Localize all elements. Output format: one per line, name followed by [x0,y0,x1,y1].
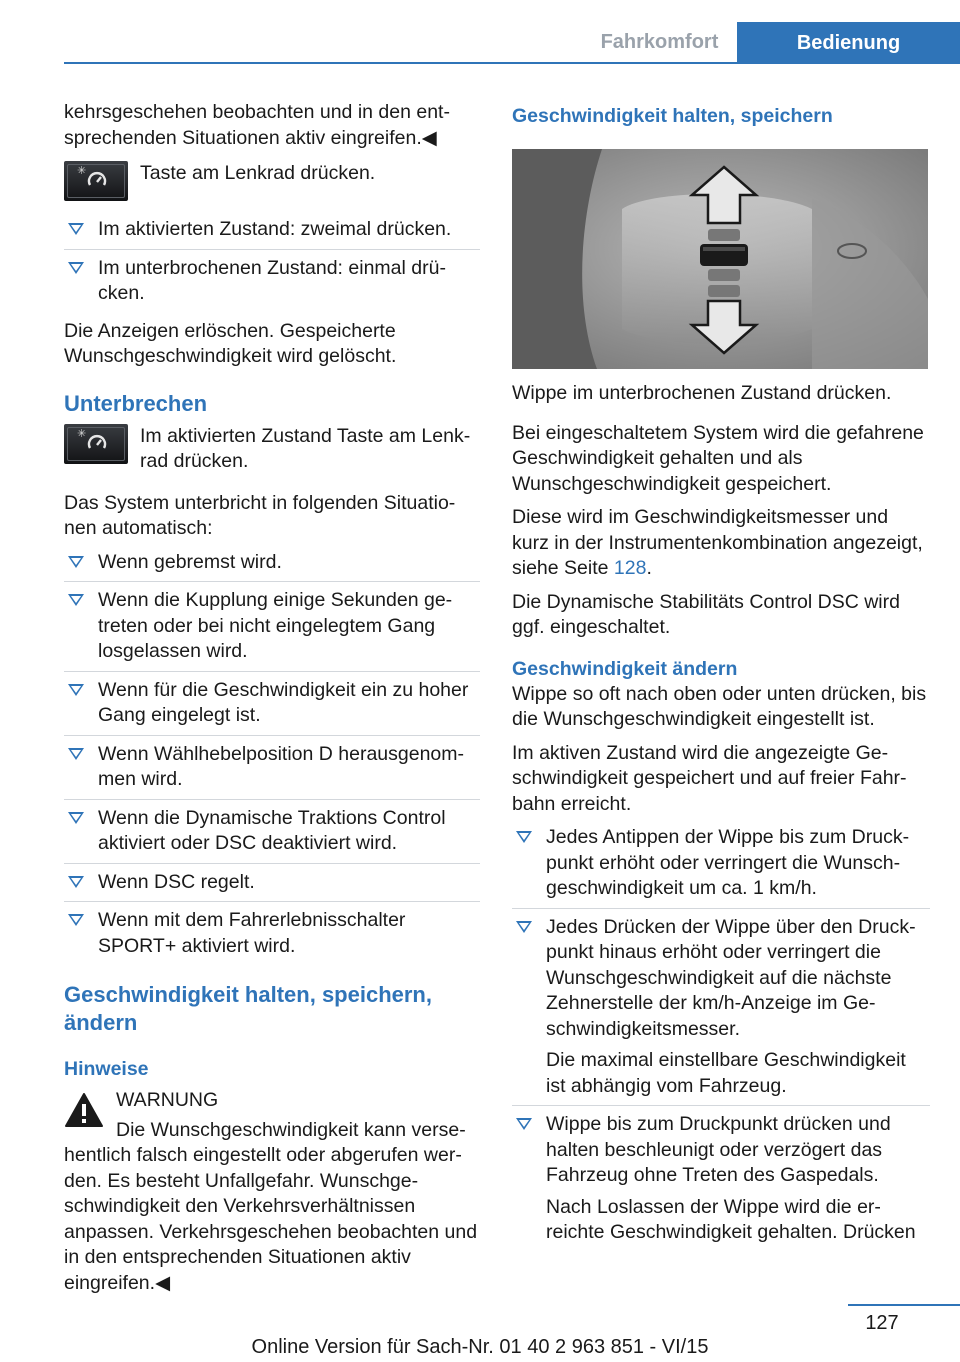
heading-hinweise: Hinweise [64,1058,149,1080]
triangle-bullet-icon [68,812,84,824]
list-item: Wenn die Kupplung einige Sekunden getreten oder bei nicht eingelegtem Gang losgelassen wird. [64,588,480,672]
warning-triangle-icon [64,1092,104,1128]
deactivate-list [64,217,480,313]
paragraph: Bei eingeschaltetem System wird die gefahrene Geschwindigkeit gehalten und als Wunschgeschwindigkeit gespeichert. [512,421,924,495]
header-tab-bedienung[interactable]: Bedienung [737,22,960,64]
interrupt-conditions-list [64,550,480,966]
triangle-bullet-icon [68,262,84,274]
paragraph: Die Dynamische Stabilitäts Control DSC wird ggf. eingeschaltet. [512,590,900,638]
icon-row-button-press [64,161,480,201]
icon-row-text: Im aktivierten Zustand Taste am Lenkrad drücken. [140,424,471,472]
cruise-control-button-icon: ✳ [64,424,128,464]
cruise-control-button-icon: ✳ [64,161,128,201]
list-item: Wenn gebremst wird. [64,550,480,583]
change-speed-list [512,825,930,1252]
right-column [512,100,930,1258]
page-number: 127 [865,1312,899,1334]
triangle-bullet-icon [516,1118,532,1130]
header-tab-fahrkomfort[interactable]: Fahrkomfort [600,30,719,53]
heading-aendern: Geschwindigkeit ändern [512,657,738,680]
triangle-bullet-icon [68,556,84,568]
list-item-note: Die maximal einstellbare Geschwindigkeit ist abhängig vom Fahrzeug. [546,1049,906,1097]
list-item-note: Nach Loslassen der Wippe wird die erreichte Geschwindigkeit gehalten. Drücken [546,1195,916,1243]
image-caption: Wippe im unterbrochenen Zustand drücken. [512,382,892,404]
list-item: Im aktivierten Zustand: zweimal drücken. [64,217,480,250]
triangle-bullet-icon [68,748,84,760]
list-item: Wenn DSC regelt. [64,870,480,903]
list-item: Wenn die Dynamische Traktions Control aktiviert oder DSC deaktiviert wird. [64,806,480,864]
left-column [64,100,480,1296]
header-rule [64,62,960,64]
paragraph: Im aktiven Zustand wird die angezeigte Geschwindigkeit gespeichert und auf freier Fahrbahn erreicht. [512,741,907,815]
triangle-bullet-icon [68,223,84,235]
list-item: Jedes Drücken der Wippe über den Druckpunkt hinaus erhöht oder verringert die Wunschgeschwindigkeit auf die nächste Zehnerstelle der km/h-Anzeige im Geschwindigkeitsmesser. Die maximal einstellbare Geschwindigkeit ist abhängig vom Fahrzeug. [512,915,930,1107]
footer-rule [848,1304,960,1306]
list-item: Wenn für die Geschwindigkeit ein zu hoher Gang eingelegt ist. [64,678,480,736]
paragraph: Wippe so oft nach oben oder unten drücken, bis die Wunschgeschwindigkeit eingestellt ist. [512,682,927,730]
icon-row-interrupt [64,424,480,475]
footer-text: Online Version für Sach-Nr. 01 40 2 963 851 - VI/15 [251,1336,709,1358]
triangle-bullet-icon [516,831,532,843]
triangle-bullet-icon [516,921,532,933]
list-item: Jedes Antippen der Wippe bis zum Druckpunkt erhöht oder verringert die Wunschgeschwindigkeit um ca. 1 km/h. [512,825,930,909]
list-item: Im unterbrochenen Zustand: einmal drücken. [64,256,480,313]
heading-halten-speichern-aendern: Geschwindigkeit halten, speichern, ändern [64,982,432,1035]
paragraph: Die Anzeigen erlöschen. Gespeicherte Wunschgeschwindigkeit wird gelöscht. [64,319,397,367]
triangle-bullet-icon [68,684,84,696]
paragraph: Das System unterbricht in folgenden Situationen automatisch: [64,491,456,539]
warning-text: Die Wunschgeschwindigkeit kann versehentlich falsch eingestellt oder abgerufen werden. Es besteht Unfallgefahr. Wunschgeschwindigkeit den Verkehrsverhältnissen anpassen. Verkehrsgeschehen beobachten und in den entsprechenden Situationen aktiv eingreifen.◀ [64,1118,478,1294]
warning-label: WARNUNG [116,1089,219,1111]
list-item: Wenn mit dem Fahrerlebnisschalter SPORT+ aktiviert wird. [64,908,480,965]
steering-wheel-rocker-image [512,149,928,369]
intro-text: kehrsgeschehen beobachten und in den entsprechenden Situationen aktiv eingreifen.◀ [64,101,450,149]
list-item: Wenn Wählhebelposition D herausgenommen wird. [64,742,480,800]
list-item: Wippe bis zum Druckpunkt drücken und halten beschleunigt oder verzögert das Fahrzeug ohne Treten des Gaspedals. Nach Loslassen der Wippe wird die erreichte Geschwindigkeit gehalten. Drücken [512,1112,930,1252]
triangle-bullet-icon [68,914,84,926]
paragraph: Diese wird im Geschwindigkeitsmesser und kurz in der Instrumentenkombination angezeigt, siehe Seite 128. [512,506,923,579]
triangle-bullet-icon [68,594,84,606]
heading-unterbrechen: Unterbrechen [64,390,208,416]
icon-row-text: Taste am Lenkrad drücken. [140,162,376,184]
page-link[interactable]: 128 [613,557,647,579]
heading-speichern: Geschwindigkeit halten, speichern [512,105,833,127]
warning-block [64,1088,480,1114]
triangle-bullet-icon [68,876,84,888]
